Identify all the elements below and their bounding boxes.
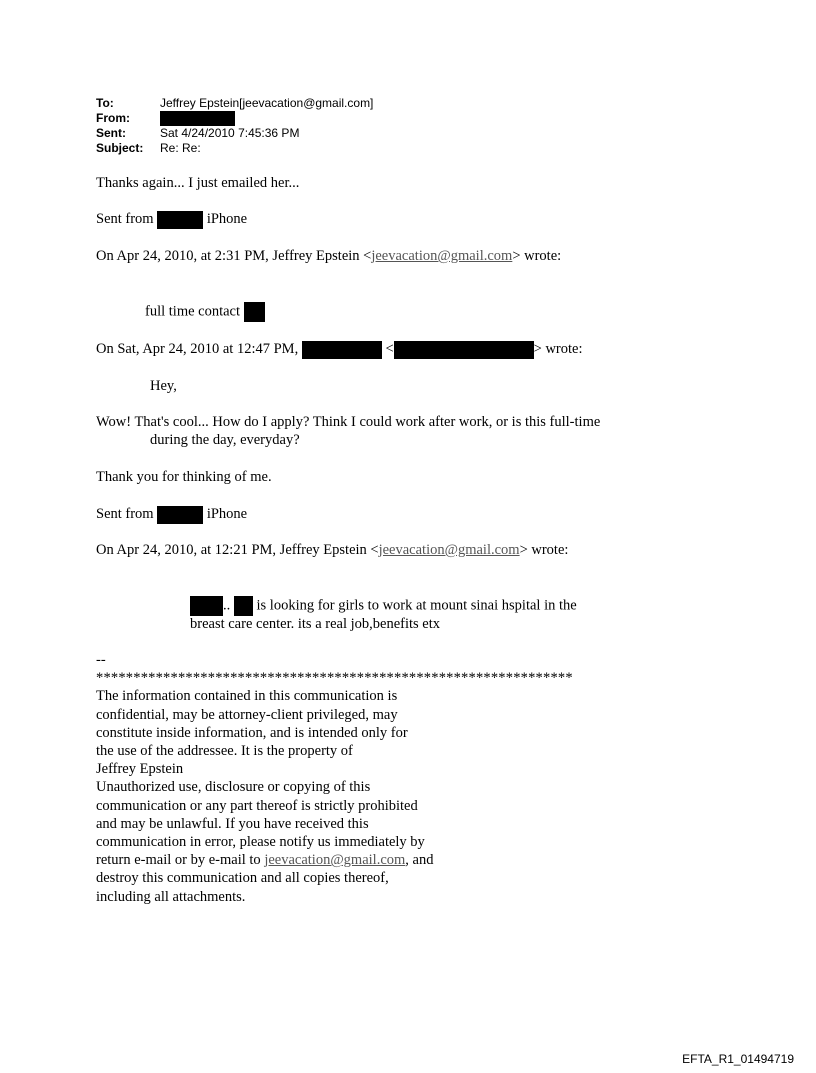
- original-line-2: breast care center. its a real job,benefits etx: [190, 616, 441, 632]
- fulltime-text: full time contact: [145, 303, 241, 320]
- subject-value: Re: Re:: [160, 141, 201, 155]
- iphone-text: iPhone: [206, 506, 248, 522]
- from-redaction: [160, 111, 235, 126]
- original-line-1: [190, 596, 577, 616]
- signature-2: [96, 505, 247, 524]
- ellipsis-text: ..: [223, 597, 231, 614]
- subject-row: [96, 141, 373, 156]
- quote-header-suffix: > wrote:: [533, 341, 583, 357]
- wow-line-1: Wow! That's cool... How do I apply? Think I could work after work, or is this full-time: [96, 414, 601, 430]
- quote-header-2: [96, 340, 583, 359]
- asterisk-divider: ****************************************************************: [96, 670, 573, 687]
- quote-header-bracket: <: [385, 341, 394, 357]
- disclaimer-line: Jeffrey Epstein: [96, 761, 184, 778]
- to-label: To:: [96, 96, 114, 110]
- disclaimer-line: communication in error, please notify us immediately by: [96, 834, 425, 851]
- quote-header-text: On Sat, Apr 24, 2010 at 12:47 PM,: [96, 341, 299, 357]
- email-link[interactable]: jeevacation@gmail.com: [378, 542, 520, 558]
- signature-redaction: [157, 211, 203, 229]
- disclaimer-line: constitute inside information, and is intended only for: [96, 724, 408, 741]
- sender-email-redaction: [394, 341, 534, 359]
- hey-line: Hey,: [150, 378, 177, 394]
- wow-line-2: during the day, everyday?: [150, 432, 300, 448]
- thanks-line: Thank you for thinking of me.: [96, 469, 272, 485]
- name-redaction-2: [234, 596, 253, 616]
- to-row: [96, 96, 373, 111]
- quote-header-3: [96, 541, 568, 559]
- sender-name-redaction: [302, 341, 382, 359]
- document-id: EFTA_R1_01494719: [682, 1052, 794, 1066]
- iphone-text: iPhone: [206, 211, 248, 227]
- disclaimer-line: destroy this communication and all copies thereof,: [96, 870, 389, 887]
- quote-header-text: On Apr 24, 2010, at 2:31 PM, Jeffrey Epstein <: [96, 248, 372, 264]
- email-link[interactable]: jeevacation@gmail.com: [371, 248, 513, 264]
- signature-1: [96, 210, 247, 229]
- subject-label: Subject:: [96, 141, 144, 155]
- quote-header-1: [96, 247, 561, 265]
- disclaimer-line: the use of the addressee. It is the property of: [96, 743, 353, 760]
- sent-value: Sat 4/24/2010 7:45:36 PM: [160, 126, 300, 140]
- sent-from-text: Sent from: [96, 211, 154, 227]
- from-row: [96, 111, 373, 126]
- reply-line: Thanks again... I just emailed her...: [96, 175, 300, 191]
- contact-redaction: [244, 302, 265, 322]
- disclaimer-line: [96, 851, 573, 869]
- quote-header-suffix: > wrote:: [519, 542, 569, 558]
- original-text: is looking for girls to work at mount sinai hspital in the: [256, 597, 577, 614]
- sent-label: Sent:: [96, 126, 126, 140]
- disclaimer-line: including all attachments.: [96, 888, 246, 905]
- sent-row: [96, 126, 373, 141]
- disclaimer: [96, 651, 573, 906]
- sent-from-text: Sent from: [96, 506, 154, 522]
- email-header: [96, 96, 373, 156]
- disclaimer-text: , and: [405, 852, 434, 869]
- name-redaction-1: [190, 596, 223, 616]
- disclaimer-line: and may be unlawful. If you have received this: [96, 815, 369, 832]
- disclaimer-line: communication or any part thereof is strictly prohibited: [96, 797, 418, 814]
- quote-header-text: On Apr 24, 2010, at 12:21 PM, Jeffrey Epstein <: [96, 542, 379, 558]
- signature-dashes: --: [96, 652, 106, 668]
- disclaimer-text: return e-mail or by e-mail to: [96, 852, 265, 869]
- quote-header-suffix: > wrote:: [512, 248, 562, 264]
- email-link[interactable]: jeevacation@gmail.com: [264, 852, 406, 869]
- to-value: Jeffrey Epstein[jeevacation@gmail.com]: [160, 96, 374, 110]
- signature-redaction: [157, 506, 203, 524]
- fulltime-line: [145, 302, 265, 322]
- disclaimer-line: The information contained in this communication is: [96, 688, 398, 705]
- disclaimer-line: confidential, may be attorney-client privileged, may: [96, 706, 398, 723]
- from-label: From:: [96, 111, 130, 125]
- disclaimer-line: Unauthorized use, disclosure or copying of this: [96, 779, 371, 796]
